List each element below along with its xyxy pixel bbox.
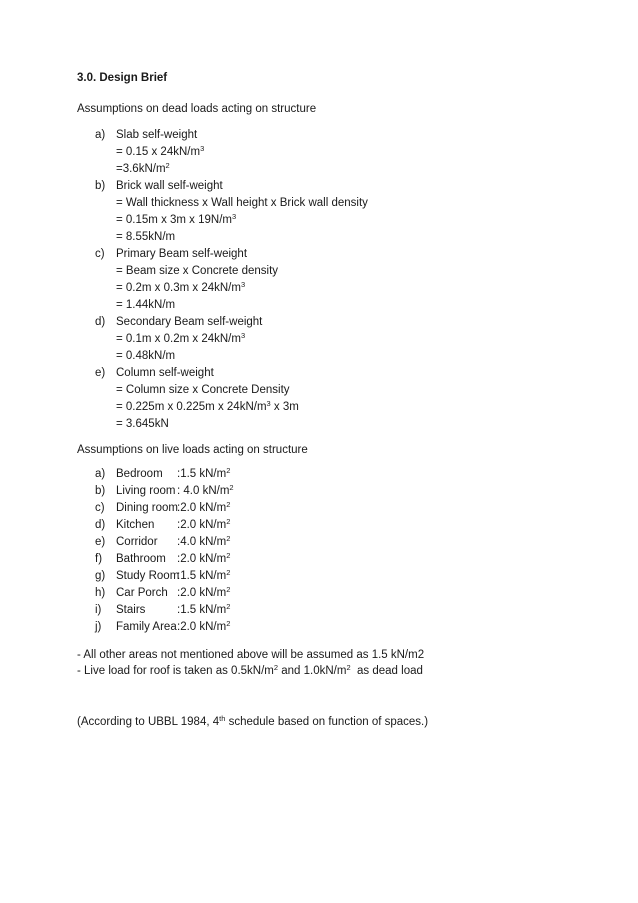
live-load-space: Stairs	[116, 604, 146, 616]
reference-text-a: (According to UBBL 1984, 4	[77, 716, 220, 728]
reference-note	[77, 716, 428, 728]
live-load-value-sup: 2	[229, 483, 234, 492]
live-load-value-text: :4.0 kN/m	[177, 536, 227, 548]
section-heading: 3.0. Design Brief	[77, 72, 168, 84]
list-marker: e)	[95, 367, 106, 379]
dead-load-line-text: = 0.15 x 24kN/m	[116, 146, 201, 158]
list-marker: g)	[95, 570, 106, 582]
dead-load-line-text: = 8.55kN/m	[116, 231, 176, 243]
dead-load-line-text: = 0.1m x 0.2m x 24kN/m	[116, 333, 241, 345]
live-loads-title: Assumptions on live loads acting on structure	[77, 444, 308, 456]
dead-load-line-sup: 3	[232, 212, 237, 221]
live-load-value-text: :2.0 kN/m	[177, 519, 227, 531]
list-marker: b)	[95, 485, 106, 497]
reference-sup: th	[219, 714, 226, 723]
live-load-value	[177, 621, 230, 633]
live-load-value-sup: 2	[226, 602, 231, 611]
dead-load-line-sup: 2	[165, 161, 170, 170]
list-marker: b)	[95, 180, 106, 192]
note-roof-sup-1: 2	[273, 663, 279, 672]
live-load-value	[177, 519, 230, 531]
live-load-value	[177, 485, 234, 497]
list-marker: h)	[95, 587, 106, 599]
live-load-value-sup: 2	[226, 466, 231, 475]
dead-load-title: Slab self-weight	[116, 129, 198, 141]
live-load-value-text: : 4.0 kN/m	[177, 485, 230, 497]
live-load-space: Car Porch	[116, 587, 168, 599]
live-load-value-sup: 2	[226, 568, 231, 577]
live-load-space: Living room	[116, 485, 176, 497]
reference-text-b: schedule based on function of spaces.)	[225, 716, 429, 728]
dead-load-line-after: x 3m	[270, 401, 299, 413]
dead-load-line-text: = 0.15m x 3m x 19N/m	[116, 214, 232, 226]
list-marker: a)	[95, 468, 106, 480]
note-roof-text-c: as dead load	[350, 665, 423, 677]
live-load-value	[177, 604, 230, 616]
list-marker: f)	[95, 553, 103, 565]
live-load-value-sup: 2	[226, 585, 231, 594]
live-load-value-text: :2.0 kN/m	[177, 553, 227, 565]
list-marker: c)	[95, 248, 105, 260]
dead-load-line-text: = Wall thickness x Wall height x Brick wall density	[116, 197, 368, 209]
list-marker: e)	[95, 536, 106, 548]
list-marker: a)	[95, 129, 106, 141]
dead-load-line-text: = 0.48kN/m	[116, 350, 176, 362]
live-load-value-text: :2.0 kN/m	[177, 502, 227, 514]
live-load-value	[177, 553, 230, 565]
live-load-value	[177, 502, 230, 514]
dead-loads-title: Assumptions on dead loads acting on structure	[77, 103, 317, 115]
dead-load-title: Primary Beam self-weight	[116, 248, 248, 260]
note-roof-text-b: and 1.0kN/m	[278, 665, 347, 677]
list-marker: d)	[95, 519, 106, 531]
live-load-value-text: :2.0 kN/m	[177, 621, 227, 633]
dead-load-line-text: = Column size x Concrete Density	[116, 384, 290, 396]
live-load-value-sup: 2	[226, 551, 231, 560]
live-load-value-text: :1.5 kN/m	[177, 468, 227, 480]
live-load-value	[177, 536, 230, 548]
dead-load-line-text: = 0.225m x 0.225m x 24kN/m	[116, 401, 267, 413]
note-roof-load	[77, 665, 423, 677]
dead-load-line-text: = 0.2m x 0.3m x 24kN/m	[116, 282, 241, 294]
dead-load-line-text: =3.6kN/m	[116, 163, 166, 175]
dead-load-title: Secondary Beam self-weight	[116, 316, 263, 328]
live-load-value-text: :2.0 kN/m	[177, 587, 227, 599]
live-load-value-sup: 2	[226, 500, 231, 509]
dead-load-line-text: = Beam size x Concrete density	[116, 265, 279, 277]
dead-load-line-sup: 3	[240, 331, 246, 340]
list-marker: j)	[95, 621, 102, 633]
note-other-areas: - All other areas not mentioned above will be assumed as 1.5 kN/m2	[77, 649, 425, 661]
dead-load-line-sup: 3	[240, 280, 246, 289]
live-load-space: Bathroom	[116, 553, 166, 565]
live-load-space: Family Area	[116, 621, 177, 633]
live-load-value	[177, 570, 230, 582]
live-load-space: Dining room	[116, 502, 178, 514]
dead-load-line-text: = 3.645kN	[116, 418, 169, 430]
dead-load-title: Column self-weight	[116, 367, 214, 379]
dead-load-line-sup: 3	[266, 399, 271, 408]
live-load-space: Kitchen	[116, 519, 155, 531]
live-load-value	[177, 587, 230, 599]
live-load-value	[177, 468, 230, 480]
list-marker: c)	[95, 502, 105, 514]
dead-load-line-text: = 1.44kN/m	[116, 299, 176, 311]
live-load-value-text: :1.5 kN/m	[177, 570, 227, 582]
list-marker: d)	[95, 316, 106, 328]
note-roof-text-a: - Live load for roof is taken as 0.5kN/m	[77, 665, 274, 677]
dead-load-line-sup: 3	[200, 144, 205, 153]
live-load-value-sup: 2	[226, 517, 231, 526]
list-marker: i)	[95, 604, 102, 616]
dead-load-title: Brick wall self-weight	[116, 180, 223, 192]
live-load-value-sup: 2	[226, 619, 231, 628]
live-load-value-text: :1.5 kN/m	[177, 604, 227, 616]
live-load-space: Study Room	[116, 570, 180, 582]
live-load-space: Bedroom	[116, 468, 163, 480]
live-load-value-sup: 2	[226, 534, 231, 543]
live-load-space: Corridor	[116, 536, 158, 548]
note-roof-sup-2: 2	[346, 663, 351, 672]
